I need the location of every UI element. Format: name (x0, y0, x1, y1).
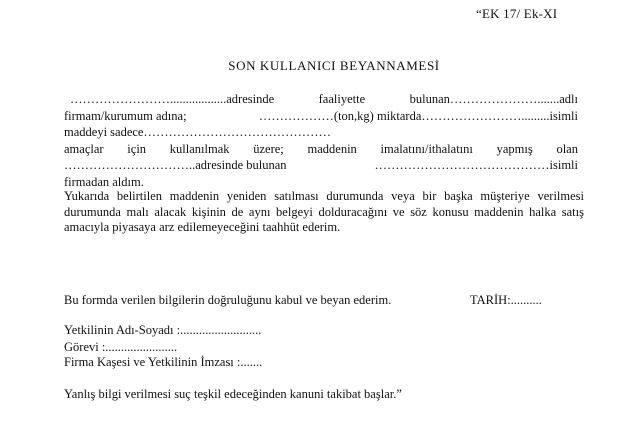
address-blank-2: …………………………..adresinde bulunan (64, 158, 287, 172)
date-field: TARİH:.......... (470, 293, 542, 307)
form-word: için (127, 142, 147, 156)
company-name-blank-1: bulunan………………….......adlı (409, 92, 578, 106)
form-word: faaliyette (318, 92, 366, 106)
document-title: SON KULLANICI BEYANNAMESİ (228, 58, 440, 73)
stamp-signature-field: Firma Kaşesi ve Yetkilinin İmzası :....... (64, 355, 263, 369)
form-word: yapmış (496, 142, 533, 156)
warning-note: Yanlış bilgi verilmesi suç teşkil edeceğinden kanuni takibat başlar.” (64, 387, 402, 401)
form-word: olan (556, 142, 578, 156)
form-word: amaçlar (64, 142, 104, 156)
purpose-blank: maddeyi sadece……………………………………… (64, 125, 331, 139)
form-word: üzere; (253, 142, 284, 156)
form-line-1 (70, 93, 578, 106)
authorized-name-field: Yetkilinin Adı-Soyadı :.......................... (64, 323, 262, 337)
declaration-paragraph: Yukarıda belirtilen maddenin yeniden satılması durumunda veya bir başka müşteriye verilmesi durumunda malı alacak kişinin de aynı belgeyi dolduracağını ve söz konusu maddenin halka satış amacıyla piyasaya arz edilemeyeceğini taahhüt ederim. (64, 189, 584, 234)
position-field: Görevi :....................... (64, 340, 178, 354)
company-name-blank-2: ……………………………………isimli (374, 158, 578, 172)
form-word: kullanılmak (169, 142, 230, 156)
quantity-and-substance-blank: ………………(ton,kg) miktarda…………………….........isimli (258, 109, 578, 123)
form-word: imalatını/ithalatını (380, 142, 473, 156)
form-line-2 (64, 110, 578, 123)
form-text: firmam/kurumum adına; (64, 109, 187, 123)
accept-statement: Bu formda verilen bilgilerin doğruluğunu kabul ve beyan ederim. (64, 293, 392, 307)
address-blank-1: ……………………..................adresinde (70, 92, 275, 106)
form-line-4 (64, 143, 578, 156)
form-line-6: firmadan aldım. (64, 175, 144, 189)
form-word: maddenin (307, 142, 357, 156)
annex-label: “EK 17/ Ek-XI (476, 6, 558, 21)
form-line-5 (64, 159, 578, 172)
